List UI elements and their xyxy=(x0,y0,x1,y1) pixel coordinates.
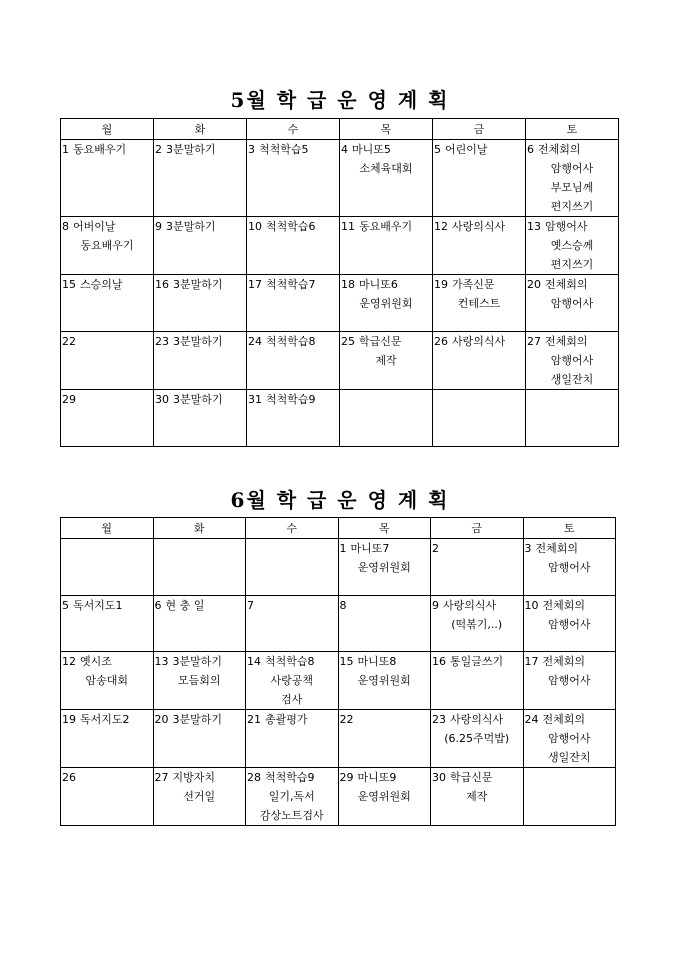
day-cell xyxy=(154,390,247,447)
day-number: 15 xyxy=(339,655,354,668)
day-cell xyxy=(154,140,247,217)
event-text: 전체회의 xyxy=(538,143,581,156)
day-first-line xyxy=(61,390,153,409)
day-first-line xyxy=(61,652,153,671)
day-number: 4 xyxy=(341,143,348,156)
day-first-line xyxy=(431,768,523,787)
day-number: 5 xyxy=(62,599,69,612)
weekday-header: 화 xyxy=(153,518,246,539)
event-text: 학급신문 xyxy=(359,335,402,348)
event-text: 옛스승께 xyxy=(550,239,594,252)
day-cell xyxy=(431,539,524,596)
day-cell xyxy=(526,140,619,217)
event-text: 생일잔치 xyxy=(550,373,594,386)
event-text: 마니또5 xyxy=(352,143,391,156)
day-number: 15 xyxy=(62,278,76,291)
day-cell xyxy=(247,140,340,217)
day-cell xyxy=(526,390,619,447)
event-text: 전체회의 xyxy=(535,542,579,555)
day-first-line xyxy=(61,275,153,294)
event-text: 암행어사 xyxy=(550,297,594,310)
day-first-line xyxy=(61,217,153,236)
day-cell xyxy=(340,332,433,390)
day-cell xyxy=(340,140,433,217)
day-cell xyxy=(523,710,616,768)
day-cell xyxy=(247,390,340,447)
event-text: 척척학습7 xyxy=(266,278,316,291)
day-number: 17 xyxy=(524,655,539,668)
day-first-line xyxy=(340,140,432,159)
day-cell xyxy=(433,390,526,447)
day-number: 12 xyxy=(434,220,448,233)
day-number: 18 xyxy=(341,278,355,291)
day-cell xyxy=(523,596,616,652)
day-first-line xyxy=(524,652,616,671)
day-cell xyxy=(246,652,339,710)
day-first-line xyxy=(431,652,523,671)
day-number: 13 xyxy=(154,655,169,668)
june-plan-title: 6월 학 급 운 영 계 획 xyxy=(230,488,450,512)
day-cell xyxy=(340,390,433,447)
day-first-line xyxy=(524,710,616,729)
day-first-line xyxy=(246,652,338,671)
day-cell xyxy=(433,217,526,275)
day-first-line xyxy=(524,539,616,558)
day-first-line xyxy=(526,217,618,236)
event-text: 제작 xyxy=(466,790,488,803)
week-row xyxy=(61,710,616,768)
day-number: 30 xyxy=(432,771,446,784)
day-number: 24 xyxy=(524,713,539,726)
day-number: 28 xyxy=(247,771,261,784)
day-number: 30 xyxy=(155,393,169,406)
day-first-line xyxy=(154,768,246,787)
day-first-line xyxy=(247,275,339,294)
weekday-header: 금 xyxy=(433,119,526,140)
day-cell xyxy=(431,768,524,826)
week-row xyxy=(61,140,619,217)
week-row xyxy=(61,332,619,390)
day-cell xyxy=(433,332,526,390)
day-first-line xyxy=(340,217,432,236)
event-text: 척척학습9 xyxy=(265,771,315,784)
day-number: 12 xyxy=(62,655,76,668)
day-first-line xyxy=(246,596,338,615)
day-cell xyxy=(246,539,339,596)
day-cell xyxy=(153,768,246,826)
event-text: 마니또6 xyxy=(359,278,398,291)
day-first-line xyxy=(154,140,246,159)
day-first-line xyxy=(61,140,153,159)
event-text: 3분말하기 xyxy=(166,143,216,156)
day-number: 16 xyxy=(432,655,446,668)
day-first-line xyxy=(339,596,431,615)
day-first-line xyxy=(433,332,525,351)
event-text: 3분말하기 xyxy=(173,393,223,406)
day-number: 19 xyxy=(62,713,76,726)
day-number: 8 xyxy=(62,220,69,233)
week-row xyxy=(61,768,616,826)
event-text: 척척학습5 xyxy=(259,143,309,156)
event-text: 소체육대회 xyxy=(359,162,413,175)
day-first-line xyxy=(154,217,246,236)
day-number: 29 xyxy=(62,393,76,406)
event-text: 사랑의식사 xyxy=(452,220,506,233)
week-row xyxy=(61,596,616,652)
week-row xyxy=(61,652,616,710)
day-first-line xyxy=(154,652,246,671)
day-cell xyxy=(247,217,340,275)
day-number: 2 xyxy=(155,143,162,156)
event-text: 부모님께 xyxy=(550,181,594,194)
weekday-header: 화 xyxy=(154,119,247,140)
weekday-header: 월 xyxy=(61,518,154,539)
day-number: 19 xyxy=(434,278,448,291)
day-number: 13 xyxy=(527,220,541,233)
day-cell xyxy=(61,539,154,596)
day-cell xyxy=(338,596,431,652)
day-cell xyxy=(338,710,431,768)
day-first-line xyxy=(340,275,432,294)
day-cell xyxy=(153,596,246,652)
day-first-line xyxy=(431,539,523,558)
event-text: 마니또8 xyxy=(357,655,397,668)
day-number: 21 xyxy=(247,713,261,726)
day-cell xyxy=(246,710,339,768)
day-cell xyxy=(246,596,339,652)
day-first-line xyxy=(61,332,153,351)
event-text: 옛시조 xyxy=(80,655,112,668)
event-text: 학급신문 xyxy=(450,771,493,784)
weekday-header: 월 xyxy=(61,119,154,140)
event-text: 3분말하기 xyxy=(172,713,223,726)
weekday-header: 수 xyxy=(246,518,339,539)
event-text: 통일글쓰기 xyxy=(450,655,504,668)
day-cell xyxy=(247,332,340,390)
day-number: 1 xyxy=(62,143,69,156)
weekday-header: 목 xyxy=(340,119,433,140)
day-cell xyxy=(433,275,526,332)
day-first-line xyxy=(433,140,525,159)
day-first-line xyxy=(61,710,153,729)
day-first-line xyxy=(526,275,618,294)
event-text: 전체회의 xyxy=(542,713,586,726)
day-first-line xyxy=(154,390,246,409)
event-text: 암행어사 xyxy=(545,220,588,233)
day-first-line xyxy=(61,768,153,787)
day-number: 27 xyxy=(527,335,541,348)
event-text: 운영위원회 xyxy=(357,674,411,687)
event-text: 감상노트검사 xyxy=(259,809,324,822)
day-number: 29 xyxy=(339,771,354,784)
day-number: 26 xyxy=(434,335,448,348)
day-number: 3 xyxy=(248,143,255,156)
weekday-header-row xyxy=(61,119,619,140)
event-text: 사랑의식사 xyxy=(450,713,504,726)
day-cell xyxy=(154,332,247,390)
day-first-line xyxy=(433,217,525,236)
day-first-line xyxy=(247,390,339,409)
day-number: 20 xyxy=(154,713,169,726)
event-text: 3분말하기 xyxy=(172,655,223,668)
event-text: 척척학습8 xyxy=(265,655,315,668)
day-cell xyxy=(340,275,433,332)
day-cell xyxy=(61,275,154,332)
day-number: 24 xyxy=(248,335,262,348)
event-text: 생일잔치 xyxy=(547,751,591,764)
day-cell xyxy=(153,539,246,596)
day-cell xyxy=(431,710,524,768)
day-cell xyxy=(433,140,526,217)
event-text: 운영위원회 xyxy=(357,790,411,803)
day-number: 11 xyxy=(341,220,355,233)
event-text: 동요배우기 xyxy=(73,143,127,156)
day-cell xyxy=(153,652,246,710)
event-text: 모듬회의 xyxy=(177,674,221,687)
day-cell xyxy=(338,652,431,710)
event-text: 편지쓰기 xyxy=(550,200,594,213)
day-number: 9 xyxy=(155,220,162,233)
day-number: 3 xyxy=(524,542,532,555)
day-cell xyxy=(153,710,246,768)
day-cell xyxy=(61,768,154,826)
day-number: 7 xyxy=(247,599,254,612)
day-cell xyxy=(526,217,619,275)
event-text: 제작 xyxy=(375,354,397,367)
day-number: 9 xyxy=(432,599,439,612)
day-first-line xyxy=(526,140,618,159)
day-cell xyxy=(526,332,619,390)
day-number: 17 xyxy=(248,278,262,291)
day-number: 20 xyxy=(527,278,541,291)
day-first-line xyxy=(431,596,523,615)
event-text: 마니또7 xyxy=(350,542,390,555)
day-first-line xyxy=(340,332,432,351)
day-first-line xyxy=(246,768,338,787)
event-text: 검사 xyxy=(281,693,303,706)
day-first-line xyxy=(339,768,431,787)
day-number: 2 xyxy=(432,542,439,555)
event-text: 전체회의 xyxy=(542,655,586,668)
day-number: 27 xyxy=(154,771,169,784)
day-number: 10 xyxy=(524,599,539,612)
day-number: 26 xyxy=(62,771,76,784)
day-cell xyxy=(61,710,154,768)
event-text: 일기,독서 xyxy=(268,790,315,803)
event-text: (떡볶기,..) xyxy=(451,618,503,631)
may-calendar-table xyxy=(60,118,619,447)
event-text: 암행어사 xyxy=(550,162,594,175)
day-first-line xyxy=(154,596,246,615)
event-text: 3분말하기 xyxy=(166,220,216,233)
day-number: 22 xyxy=(62,335,76,348)
day-cell xyxy=(61,217,154,275)
day-first-line xyxy=(154,275,246,294)
day-cell xyxy=(61,652,154,710)
event-text: 총괄평가 xyxy=(265,713,308,726)
day-first-line xyxy=(431,710,523,729)
event-text: 암송대회 xyxy=(85,674,128,687)
day-cell xyxy=(61,390,154,447)
event-text: 동요배우기 xyxy=(80,239,134,252)
day-number: 10 xyxy=(248,220,262,233)
day-first-line xyxy=(247,217,339,236)
day-cell xyxy=(61,140,154,217)
event-text: 편지쓰기 xyxy=(550,258,594,271)
event-text: 암행어사 xyxy=(547,561,591,574)
event-text: 암행어사 xyxy=(547,618,591,631)
event-text: 선거일 xyxy=(183,790,216,803)
day-cell xyxy=(154,275,247,332)
day-first-line xyxy=(154,332,246,351)
event-text: 스승의날 xyxy=(80,278,123,291)
day-first-line xyxy=(339,539,431,558)
event-text: 전체회의 xyxy=(542,599,586,612)
event-text: 전체회의 xyxy=(545,278,588,291)
event-text: 운영위원회 xyxy=(357,561,411,574)
day-number: 25 xyxy=(341,335,355,348)
day-first-line xyxy=(526,332,618,351)
event-text: 현 충 일 xyxy=(165,599,205,612)
day-first-line xyxy=(524,596,616,615)
day-cell xyxy=(523,768,616,826)
event-text: 암행어사 xyxy=(547,732,591,745)
day-number: 6 xyxy=(154,599,162,612)
week-row xyxy=(61,275,619,332)
weekday-header: 목 xyxy=(338,518,431,539)
day-cell xyxy=(431,652,524,710)
day-cell xyxy=(154,217,247,275)
event-text: (6.25주먹밥) xyxy=(444,732,510,745)
event-text: 암행어사 xyxy=(547,674,591,687)
day-number: 6 xyxy=(527,143,534,156)
weekday-header: 토 xyxy=(526,119,619,140)
event-text: 암행어사 xyxy=(550,354,594,367)
day-cell xyxy=(523,539,616,596)
day-cell xyxy=(340,217,433,275)
day-cell xyxy=(247,275,340,332)
day-first-line xyxy=(247,332,339,351)
event-text: 독서지도2 xyxy=(80,713,130,726)
day-number: 16 xyxy=(155,278,169,291)
day-number: 14 xyxy=(247,655,261,668)
event-text: 어버이날 xyxy=(73,220,116,233)
event-text: 마니또9 xyxy=(357,771,397,784)
day-number: 22 xyxy=(339,713,354,726)
day-cell xyxy=(61,332,154,390)
event-text: 척척학습8 xyxy=(266,335,316,348)
week-row xyxy=(61,390,619,447)
day-number: 5 xyxy=(434,143,441,156)
day-first-line xyxy=(246,710,338,729)
day-first-line xyxy=(154,710,246,729)
day-cell xyxy=(246,768,339,826)
event-text: 컨테스트 xyxy=(457,297,501,310)
day-number: 31 xyxy=(248,393,262,406)
day-number: 23 xyxy=(432,713,446,726)
event-text: 전체회의 xyxy=(545,335,588,348)
event-text: 척척학습9 xyxy=(266,393,316,406)
week-row xyxy=(61,217,619,275)
may-plan-title: 5월 학 급 운 영 계 획 xyxy=(230,88,450,112)
event-text: 사랑공책 xyxy=(270,674,313,687)
day-cell xyxy=(523,652,616,710)
event-text: 3분말하기 xyxy=(173,335,223,348)
day-number: 23 xyxy=(155,335,169,348)
day-cell xyxy=(526,275,619,332)
event-text: 척척학습6 xyxy=(266,220,316,233)
weekday-header: 금 xyxy=(431,518,524,539)
day-number: 1 xyxy=(339,542,347,555)
event-text: 동요배우기 xyxy=(359,220,413,233)
june-calendar-table xyxy=(60,517,616,826)
event-text: 사랑의식사 xyxy=(443,599,497,612)
day-first-line xyxy=(339,710,431,729)
event-text: 사랑의식사 xyxy=(452,335,506,348)
event-text: 가족신문 xyxy=(452,278,495,291)
day-cell xyxy=(61,596,154,652)
event-text: 3분말하기 xyxy=(173,278,223,291)
day-cell xyxy=(431,596,524,652)
day-cell xyxy=(338,539,431,596)
event-text: 독서지도1 xyxy=(73,599,123,612)
event-text: 어린이날 xyxy=(445,143,488,156)
event-text: 지방자치 xyxy=(172,771,216,784)
weekday-header-row xyxy=(61,518,616,539)
day-first-line xyxy=(61,596,153,615)
day-cell xyxy=(338,768,431,826)
week-row xyxy=(61,539,616,596)
day-first-line xyxy=(247,140,339,159)
day-first-line xyxy=(339,652,431,671)
day-number: 8 xyxy=(339,599,347,612)
day-first-line xyxy=(433,275,525,294)
event-text: 운영위원회 xyxy=(359,297,413,310)
weekday-header: 토 xyxy=(523,518,616,539)
weekday-header: 수 xyxy=(247,119,340,140)
